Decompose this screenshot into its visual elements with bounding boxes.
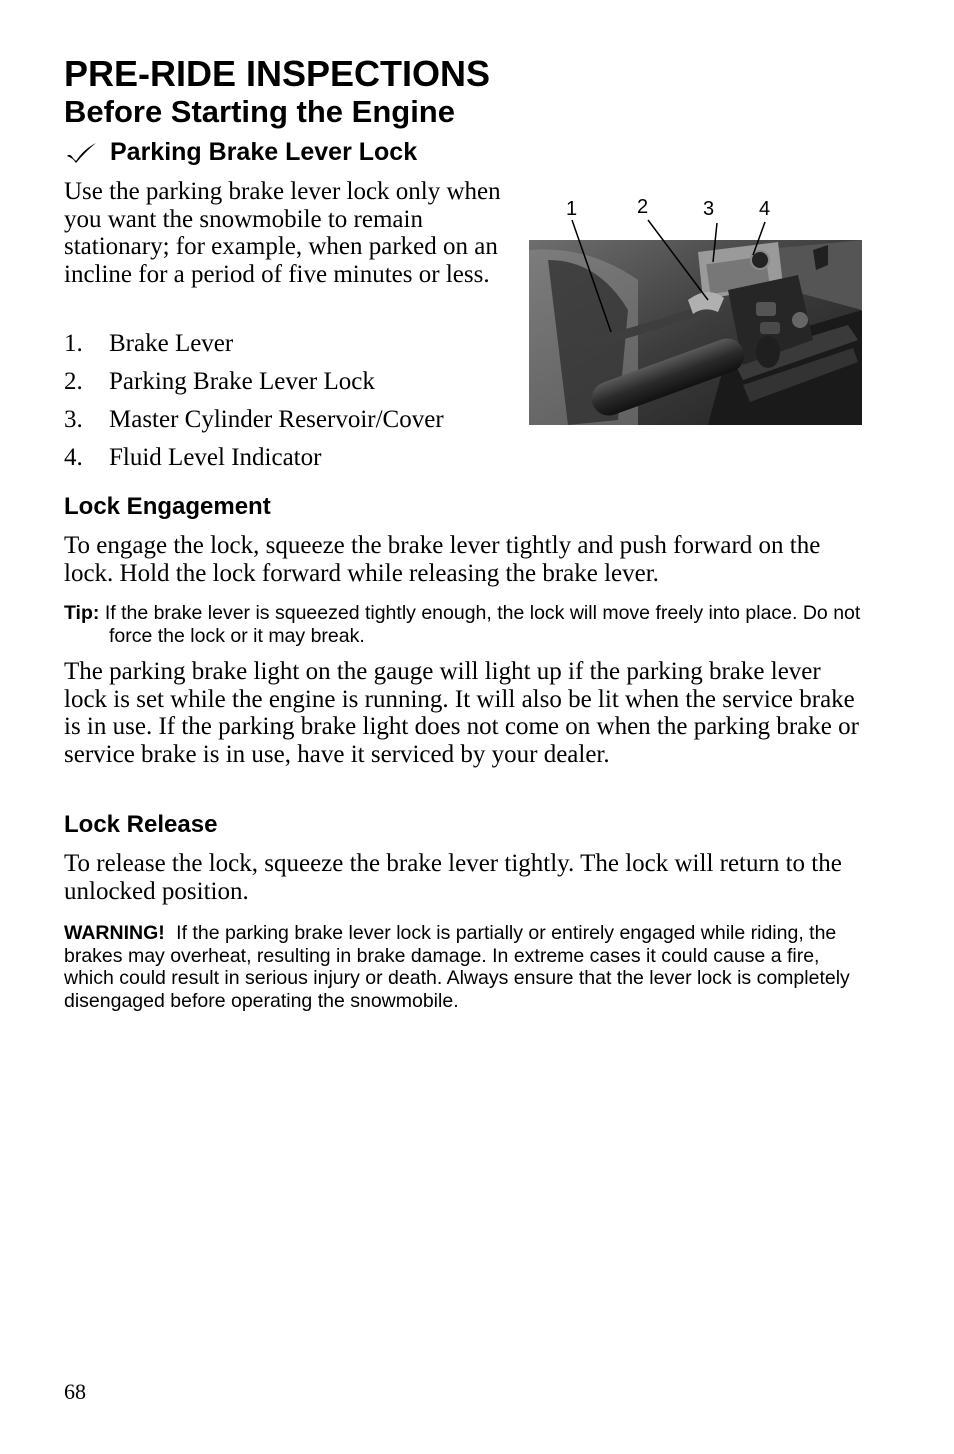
lock-engagement-text: To engage the lock, squeeze the brake lever tightly and push forward on the lock. Hold the lock forward while releasing the brake lever. [64, 532, 821, 587]
intro-paragraph: Use the parking brake lever lock only when you want the snowmobile to remain stationary; for example, when parked on an incline for a period of five minutes or less. [64, 178, 501, 288]
section-heading [64, 136, 417, 168]
lock-release-text: To release the lock, squeeze the brake lever tightly. The lock will return to the unlocked position. [64, 850, 842, 905]
list-number: 3. [64, 406, 83, 433]
tip-text: If the brake lever is squeezed tightly enough, the lock will move freely into place. Do not force the lock or it may break. [104, 602, 861, 647]
list-label: Brake Lever [109, 330, 234, 357]
callout-label-2: 2 [637, 196, 649, 218]
list-label: Master Cylinder Reservoir/Cover [109, 406, 444, 433]
list-label: Fluid Level Indicator [109, 444, 322, 471]
handlebar-photo-figure [528, 190, 862, 426]
list-item [64, 330, 444, 368]
warning-text: If the parking brake lever lock is partially or entirely engaged while riding, the brakes may overheat, resulting in brake damage. In extreme cases it could cause a fire, which could result in serious injury or death. Always ensure that the lever lock is completely disengaged before operating the snowmobile. [64, 922, 850, 1012]
parking-light-paragraph: The parking brake light on the gauge will light up if the parking brake lever lock is set while the engine is running. It will also be lit when the service brake is in use. If the parking brake light does not come on when the parking brake or service brake is in use, have it serviced by your dealer. [64, 658, 859, 768]
callout-label-4: 4 [759, 198, 771, 220]
page-subtitle: Before Starting the Engine [64, 94, 455, 129]
warning-label: WARNING! [64, 922, 165, 944]
photo [529, 240, 862, 425]
callout-label-3: 3 [703, 198, 715, 220]
tip-label: Tip: [64, 602, 100, 624]
warning-note [64, 922, 864, 1012]
list-number: 1. [64, 330, 83, 357]
tip-note [64, 602, 909, 647]
checkmark-icon [64, 140, 98, 164]
list-item [64, 368, 444, 406]
list-number: 4. [64, 444, 83, 471]
lock-engagement-heading: Lock Engagement [64, 493, 271, 520]
page-title: PRE-RIDE INSPECTIONS [64, 53, 491, 94]
parts-list [64, 330, 444, 482]
section-heading-text: Parking Brake Lever Lock [110, 138, 418, 166]
lock-release-heading: Lock Release [64, 811, 218, 838]
list-number: 2. [64, 368, 83, 395]
callout-label-1: 1 [566, 198, 578, 220]
page-number: 68 [64, 1379, 86, 1404]
list-item [64, 406, 444, 444]
list-label: Parking Brake Lever Lock [109, 368, 375, 395]
list-item [64, 444, 444, 482]
